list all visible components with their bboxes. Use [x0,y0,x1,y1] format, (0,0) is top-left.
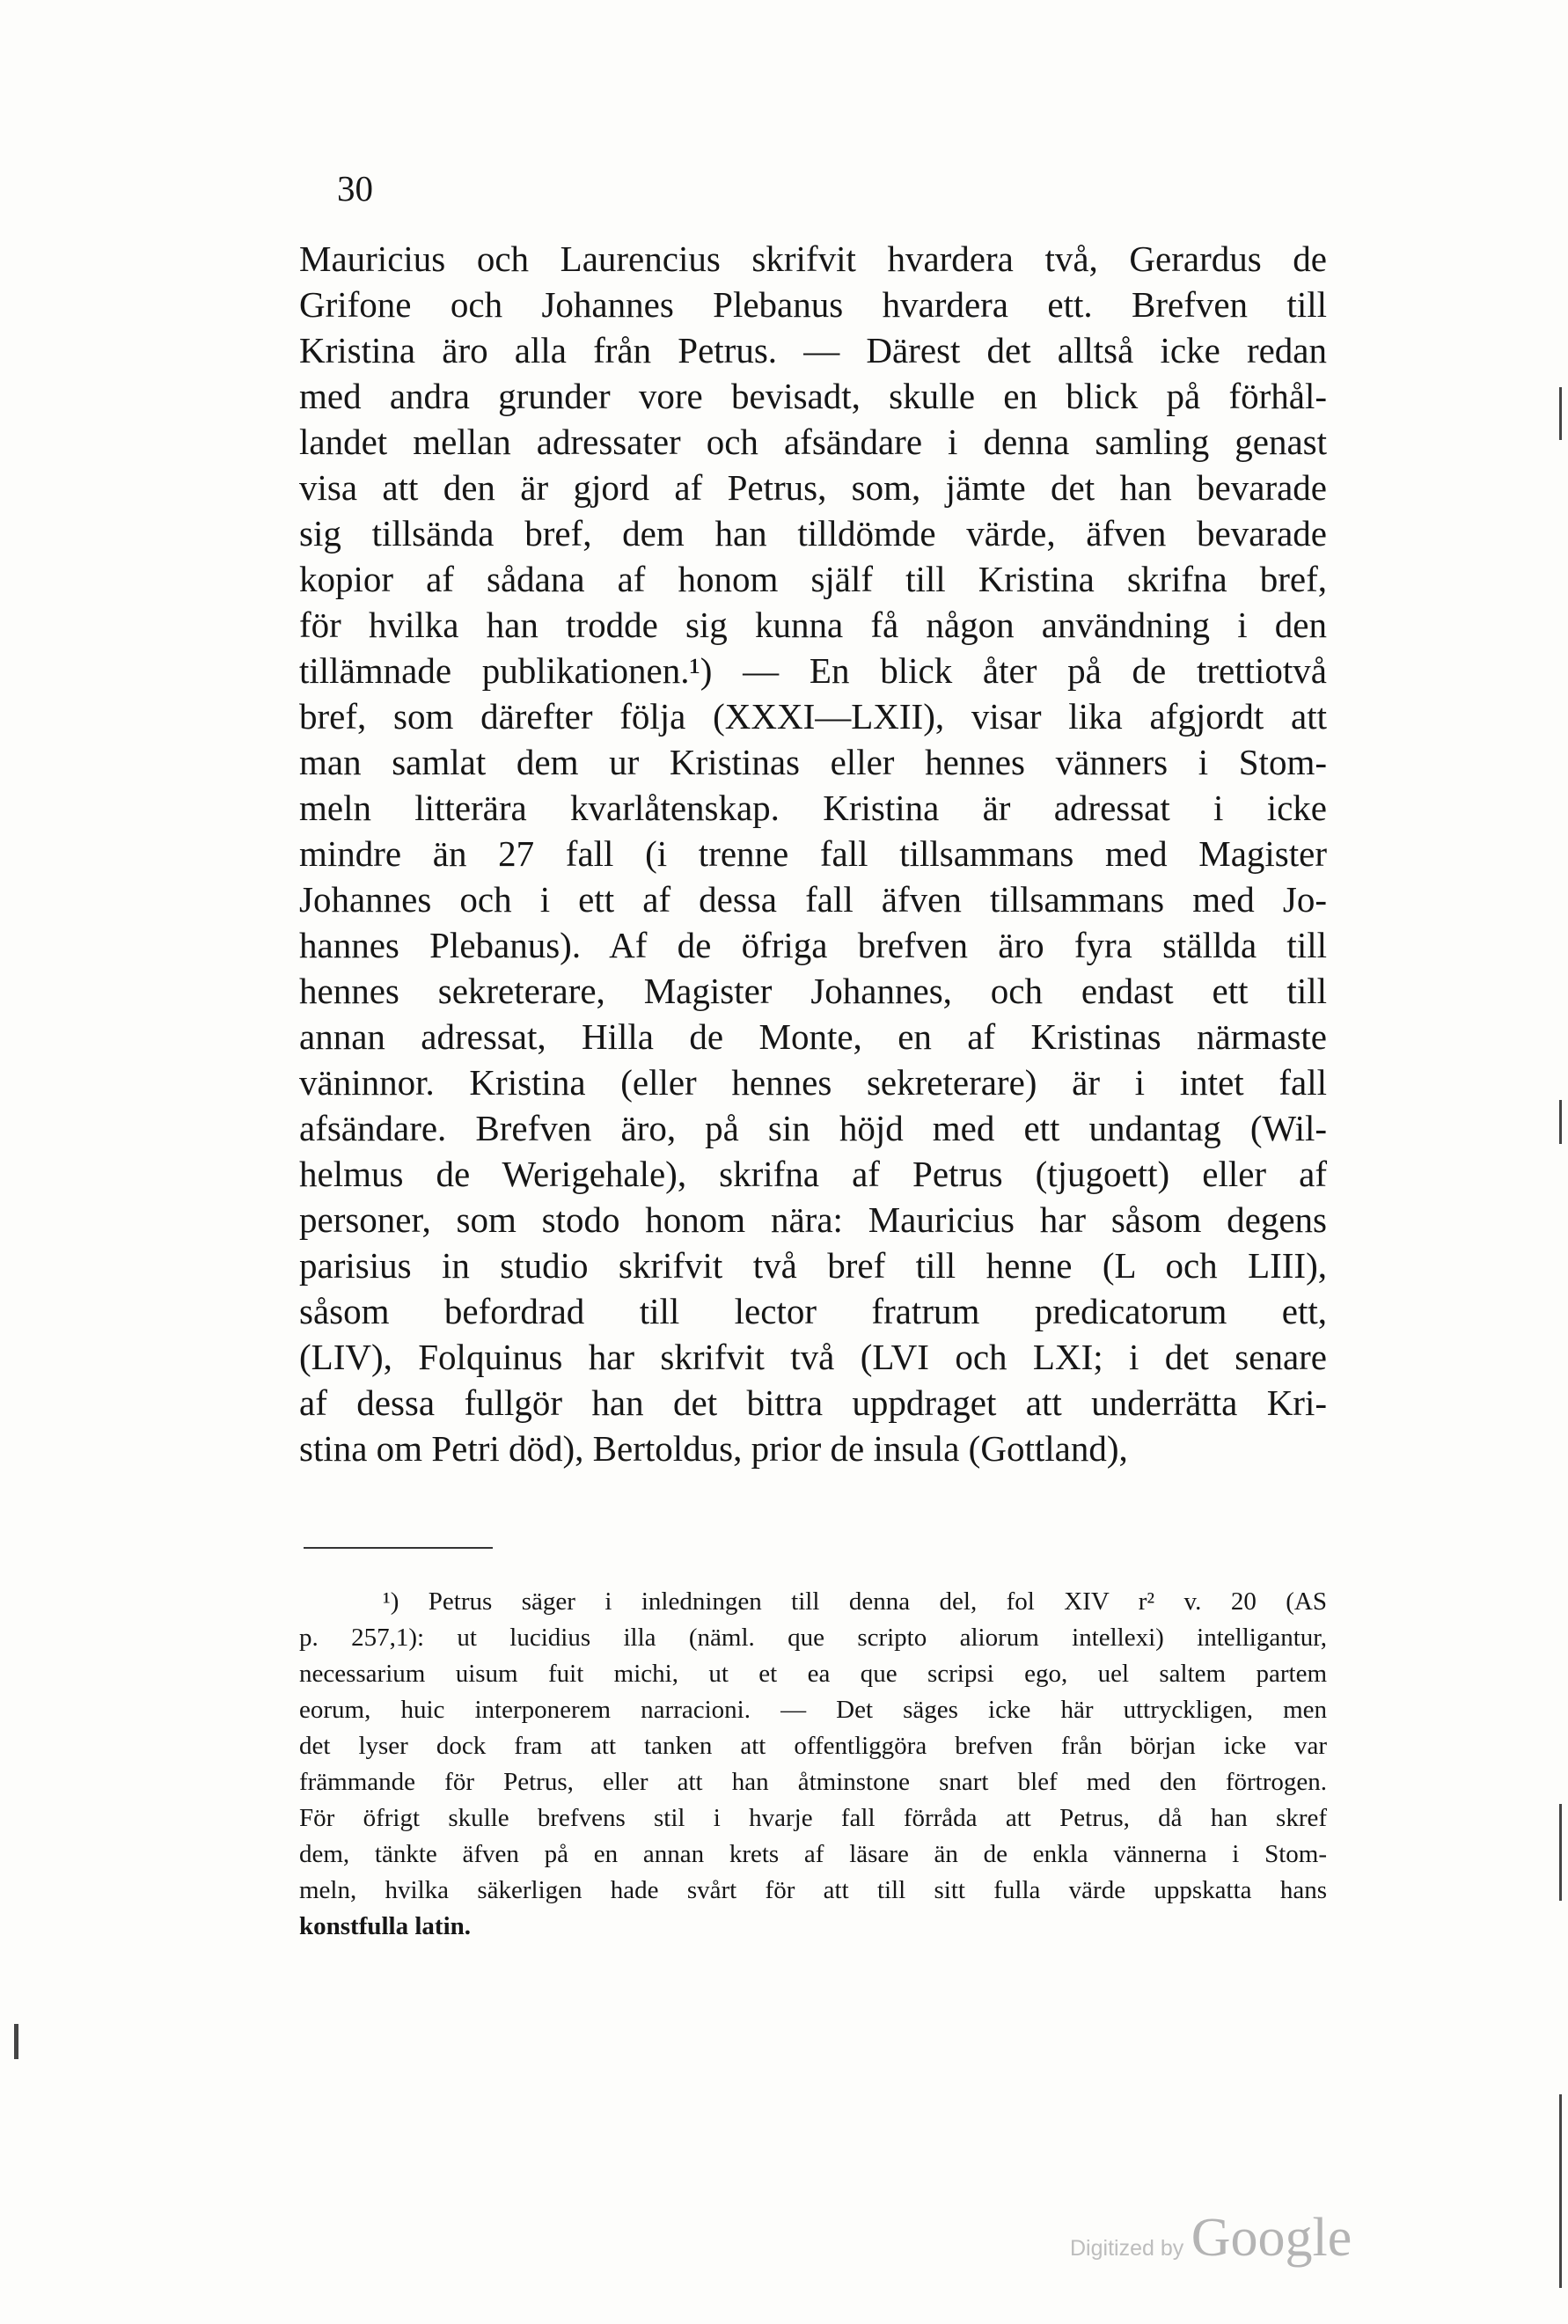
body-line: Kristina äro alla från Petrus. — Därest det alltså icke redan [299,330,1327,370]
footnote-line: dem, tänkte äfven på en annan krets af läsare än de enkla vännerna i Stom- [299,1840,1327,1868]
footnote-line: främmande för Petrus, eller att han åtminstone snart blef med den förtrogen. [299,1768,1327,1796]
body-line: bref, som därefter följa (XXXI—LXII), visar lika afgjordt att [299,696,1327,737]
body-line: mindre än 27 fall (i trenne fall tillsammans med Magister [299,833,1327,874]
body-line: parisius in studio skrifvit två bref till henne (L och LIII), [299,1245,1327,1286]
footnote-line: det lyser dock fram att tanken att offentliggöra brefven från början icke var [299,1732,1327,1760]
body-text [299,236,1327,1471]
body-line: man samlat dem ur Kristinas eller hennes vänners i Stom- [299,742,1327,782]
body-line: landet mellan adressater och afsändare i denna samling genast [299,422,1327,462]
google-logo: Google [1191,2208,1352,2268]
scan-edge-mark [1559,1804,1562,1901]
scan-edge-mark [1559,1100,1562,1144]
footnote-line: p. 257,1): ut lucidius illa (näml. que scripto aliorum intellexi) intelligantur, [299,1624,1327,1652]
scan-edge-mark [14,2024,18,2059]
body-line: med andra grunder vore bevisadt, skulle en blick på förhål- [299,376,1327,416]
body-line: afsändare. Brefven äro, på sin höjd med ett undantag (Wil- [299,1108,1327,1148]
body-line: tillämnade publikationen.¹) — En blick åter på de trettiotvå [299,650,1327,691]
digitized-watermark [1070,2207,1352,2269]
body-line: väninnor. Kristina (eller hennes sekreterare) är i intet fall [299,1062,1327,1103]
footnote-line: ¹) Petrus säger i inledningen till denna del, fol XIV r² v. 20 (AS [383,1587,1327,1616]
footnote-line: eorum, huic interponerem narracioni. — Det säges icke här uttryckligen, men [299,1696,1327,1724]
body-line: annan adressat, Hilla de Monte, en af Kristinas närmaste [299,1016,1327,1057]
scan-edge-mark [1559,2094,1562,2288]
body-line: kopior af sådana af honom själf till Kristina skrifna bref, [299,559,1327,599]
body-line: för hvilka han trodde sig kunna få någon användning i den [299,605,1327,645]
scan-edge-mark [1559,387,1562,440]
body-line: hennes sekreterare, Magister Johannes, och endast ett till [299,971,1327,1011]
body-line: såsom befordrad till lector fratrum predicatorum ett, [299,1291,1327,1331]
footnote-line: meln, hvilka säkerligen hade svårt för att till sitt fulla värde uppskatta hans [299,1876,1327,1904]
body-line: Johannes och i ett af dessa fall äfven tillsammans med Jo- [299,879,1327,920]
body-line: af dessa fullgör han det bittra uppdraget att underrätta Kri- [299,1382,1327,1423]
footnote-line: konstfulla latin. [299,1912,471,1940]
footnote-line: För öfrigt skulle brefvens stil i hvarje fall förråda att Petrus, då han skref [299,1804,1327,1832]
body-line: personer, som stodo honom nära: Mauricius har såsom degens [299,1199,1327,1240]
body-line: stina om Petri död), Bertoldus, prior de insula (Gottland), [299,1428,1128,1469]
body-line: visa att den är gjord af Petrus, som, jämte det han bevarade [299,467,1327,508]
body-line: meln litterära kvarlåtenskap. Kristina är adressat i icke [299,788,1327,828]
footnote-divider [304,1547,493,1549]
footnote-line: necessarium uisum fuit michi, ut et ea que scripsi ego, uel saltem partem [299,1660,1327,1688]
watermark-digitized-text: Digitized by [1070,2236,1184,2261]
body-line: (LIV), Folquinus har skrifvit två (LVI och LXI; i det senare [299,1337,1327,1377]
page-number: 30 [337,168,373,209]
footnote [299,1584,1327,1945]
body-line: sig tillsända bref, dem han tilldömde värde, äfven bevarade [299,513,1327,554]
body-line: helmus de Werigehale), skrifna af Petrus (tjugoett) eller af [299,1154,1327,1194]
body-line: Grifone och Johannes Plebanus hvardera ett. Brefven till [299,284,1327,325]
body-line: hannes Plebanus). Af de öfriga brefven äro fyra ställda till [299,925,1327,965]
body-line: Mauricius och Laurencius skrifvit hvardera två, Gerardus de [299,238,1327,279]
